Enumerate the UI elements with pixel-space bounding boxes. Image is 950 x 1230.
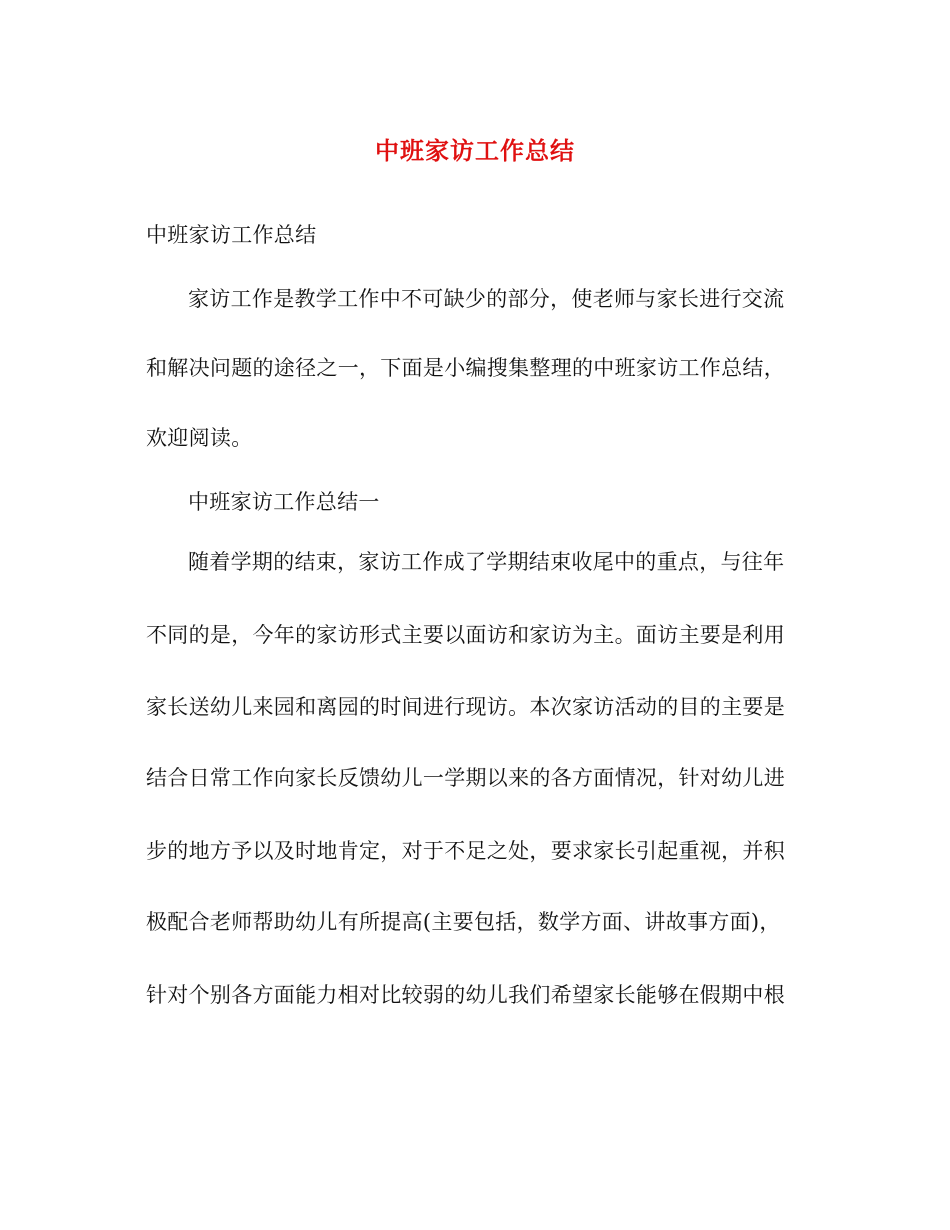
body-line: 结合日常工作向家长反馈幼儿一学期以来的各方面情况，针对幼儿进: [146, 766, 785, 790]
body-line: 随着学期的结束，家访工作成了学期结束收尾中的重点，与往年: [188, 550, 785, 574]
body-line: 步的地方予以及时地肯定，对于不足之处，要求家长引起重视，并积: [146, 839, 785, 863]
document-title: 中班家访工作总结: [375, 136, 575, 165]
document-subtitle: 中班家访工作总结: [146, 223, 317, 247]
body-line: 针对个别各方面能力相对比较弱的幼儿我们希望家长能够在假期中根: [146, 983, 785, 1007]
intro-line: 和解决问题的途径之一，下面是小编搜集整理的中班家访工作总结，: [146, 356, 785, 380]
section-heading: 中班家访工作总结一: [188, 490, 380, 514]
intro-line: 欢迎阅读。: [146, 426, 253, 450]
body-line: 家长送幼儿来园和离园的时间进行现访。本次家访活动的目的主要是: [146, 695, 785, 719]
intro-line: 家访工作是教学工作中不可缺少的部分，使老师与家长进行交流: [188, 287, 785, 311]
body-line: 极配合老师帮助幼儿有所提高(主要包括，数学方面、讲故事方面)，: [146, 910, 781, 934]
body-line: 不同的是，今年的家访形式主要以面访和家访为主。面访主要是利用: [146, 623, 785, 647]
